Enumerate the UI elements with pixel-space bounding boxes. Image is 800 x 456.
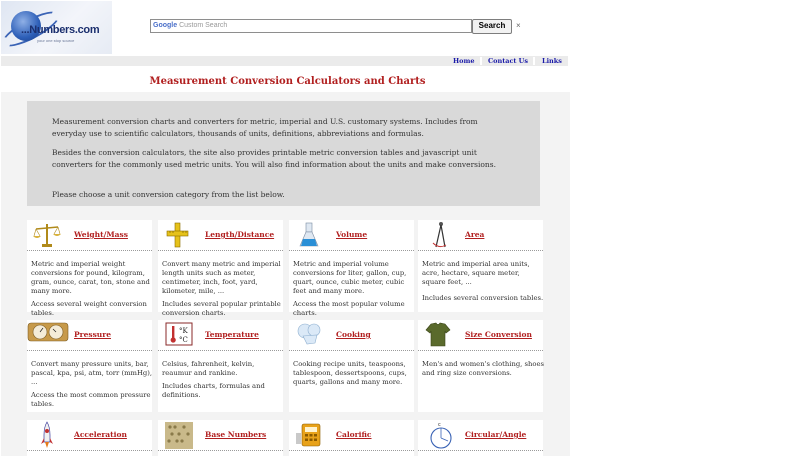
chef-hat-icon[interactable] xyxy=(293,321,325,349)
category-link-weight[interactable]: Weight/Mass xyxy=(74,230,128,239)
card-header xyxy=(418,220,543,251)
category-card-acceleration xyxy=(27,420,152,456)
category-card-circular-angle xyxy=(418,420,543,456)
nav-links[interactable]: Links xyxy=(542,57,562,65)
tshirt-icon[interactable] xyxy=(422,321,454,349)
abacus-icon[interactable] xyxy=(162,421,194,449)
category-note: Access several weight conversion tables. xyxy=(31,300,147,317)
card-header xyxy=(158,220,283,251)
category-description: Cooking recipe units, teaspoons, tablespoon, dessertspoons, cups, quarts, gallons and many more. xyxy=(293,360,407,386)
nav-separator xyxy=(533,57,535,65)
svg-text:c: c xyxy=(438,422,441,428)
category-link-circular-angle[interactable]: Circular/Angle xyxy=(465,430,527,439)
category-card-temperature xyxy=(158,320,283,412)
category-note: Includes charts, formulas and definitions. xyxy=(162,382,265,399)
category-card-volume xyxy=(289,220,414,317)
category-description: Celsius, fahrenheit, kelvin, reaumur and rankine. xyxy=(162,360,255,377)
clear-search-icon[interactable]: × xyxy=(516,21,521,30)
category-note: Includes several conversion tables. xyxy=(422,294,544,302)
category-card-cooking xyxy=(289,320,414,412)
intro-box xyxy=(27,101,540,206)
svg-text:°K: °K xyxy=(179,327,188,335)
category-note: Includes several popular printable conversion charts. xyxy=(162,300,281,317)
category-note: Access the most common pressure tables. xyxy=(31,391,151,408)
intro-paragraph: Besides the conversion calculators, the site also provides printable metric conversion tables and javascript unit converters for the commonly used metric units. You will also find information about the units and make conversions. xyxy=(52,148,496,169)
category-description: Men's and women's clothing, shoes and ring size conversions. xyxy=(422,360,544,377)
category-description: Convert many metric and imperial length units such as meter, centimeter, inch, foot, yard, kilometer, mile, ... xyxy=(162,260,281,295)
scale-icon[interactable] xyxy=(31,221,63,249)
page-title: Measurement Conversion Calculators and Charts xyxy=(149,76,426,87)
card-header xyxy=(289,420,414,451)
category-card-base-numbers xyxy=(158,420,283,456)
category-card-area xyxy=(418,220,543,312)
category-link-acceleration[interactable]: Acceleration xyxy=(74,430,127,439)
logo-text: ...Numbers.com xyxy=(21,24,100,36)
gauge-icon[interactable] xyxy=(27,321,69,349)
category-link-pressure[interactable]: Pressure xyxy=(74,330,111,339)
logo-tagline: your one stop source xyxy=(37,38,75,43)
rocket-icon[interactable] xyxy=(31,421,63,449)
nav-contact[interactable]: Contact Us xyxy=(488,57,528,65)
category-description: Metric and imperial area units, acre, hectare, square meter, square feet, ... xyxy=(422,260,530,286)
category-link-temperature[interactable]: Temperature xyxy=(205,330,259,339)
category-link-length[interactable]: Length/Distance xyxy=(205,230,275,239)
category-note: Access the most popular volume charts. xyxy=(293,300,405,317)
search-button[interactable]: Search xyxy=(472,19,512,34)
category-link-cooking[interactable]: Cooking xyxy=(336,330,371,339)
category-card-weight xyxy=(27,220,152,317)
svg-text:°C: °C xyxy=(179,336,188,344)
card-header xyxy=(289,320,414,351)
card-header xyxy=(27,220,152,251)
google-brand: Google xyxy=(153,22,178,29)
protractor-icon[interactable] xyxy=(422,421,454,449)
card-header xyxy=(418,320,543,351)
nav-home[interactable]: Home xyxy=(453,57,475,65)
flask-icon[interactable] xyxy=(293,221,325,249)
category-card-pressure xyxy=(27,320,152,412)
calculator-icon[interactable] xyxy=(293,421,325,449)
intro-paragraph: Please choose a unit conversion category from the list below. xyxy=(52,190,285,199)
category-link-calorific[interactable]: Calorific xyxy=(336,430,372,439)
thermometer-icon[interactable] xyxy=(162,321,194,349)
intro-paragraph: Measurement conversion charts and converters for metric, imperial and U.S. customary systems. Includes from everyday use to scientific calculators, thousands of units, definitions, abbreviations and formulas. xyxy=(52,117,478,138)
category-link-size[interactable]: Size Conversion xyxy=(465,330,532,339)
compass-icon[interactable] xyxy=(422,221,454,249)
nav-separator xyxy=(480,57,482,65)
card-header xyxy=(158,320,283,351)
card-header xyxy=(27,420,152,451)
search-input[interactable] xyxy=(150,19,472,33)
card-header xyxy=(27,320,152,351)
category-card-length xyxy=(158,220,283,317)
ruler-icon[interactable] xyxy=(162,221,194,249)
category-link-area[interactable]: Area xyxy=(465,230,485,239)
category-card-calorific xyxy=(289,420,414,456)
category-card-size xyxy=(418,320,543,412)
card-header xyxy=(418,420,543,451)
card-header xyxy=(158,420,283,451)
card-header xyxy=(289,220,414,251)
top-nav xyxy=(1,56,568,66)
site-logo[interactable] xyxy=(1,1,112,54)
category-link-volume[interactable]: Volume xyxy=(336,230,368,239)
search-placeholder: Custom Search xyxy=(179,22,228,29)
category-description: Convert many pressure units, bar, pascal, kpa, psi, atm, torr (mmHg), ... xyxy=(31,360,153,386)
category-description: Metric and imperial volume conversions for liter, gallon, cup, quart, ounce, cubic meter, cubic feet and many more. xyxy=(293,260,407,295)
category-link-base-numbers[interactable]: Base Numbers xyxy=(205,430,267,439)
category-description: Metric and imperial weight conversions for pound, kilogram, gram, ounce, carat, ton, stone and many more. xyxy=(31,260,150,295)
